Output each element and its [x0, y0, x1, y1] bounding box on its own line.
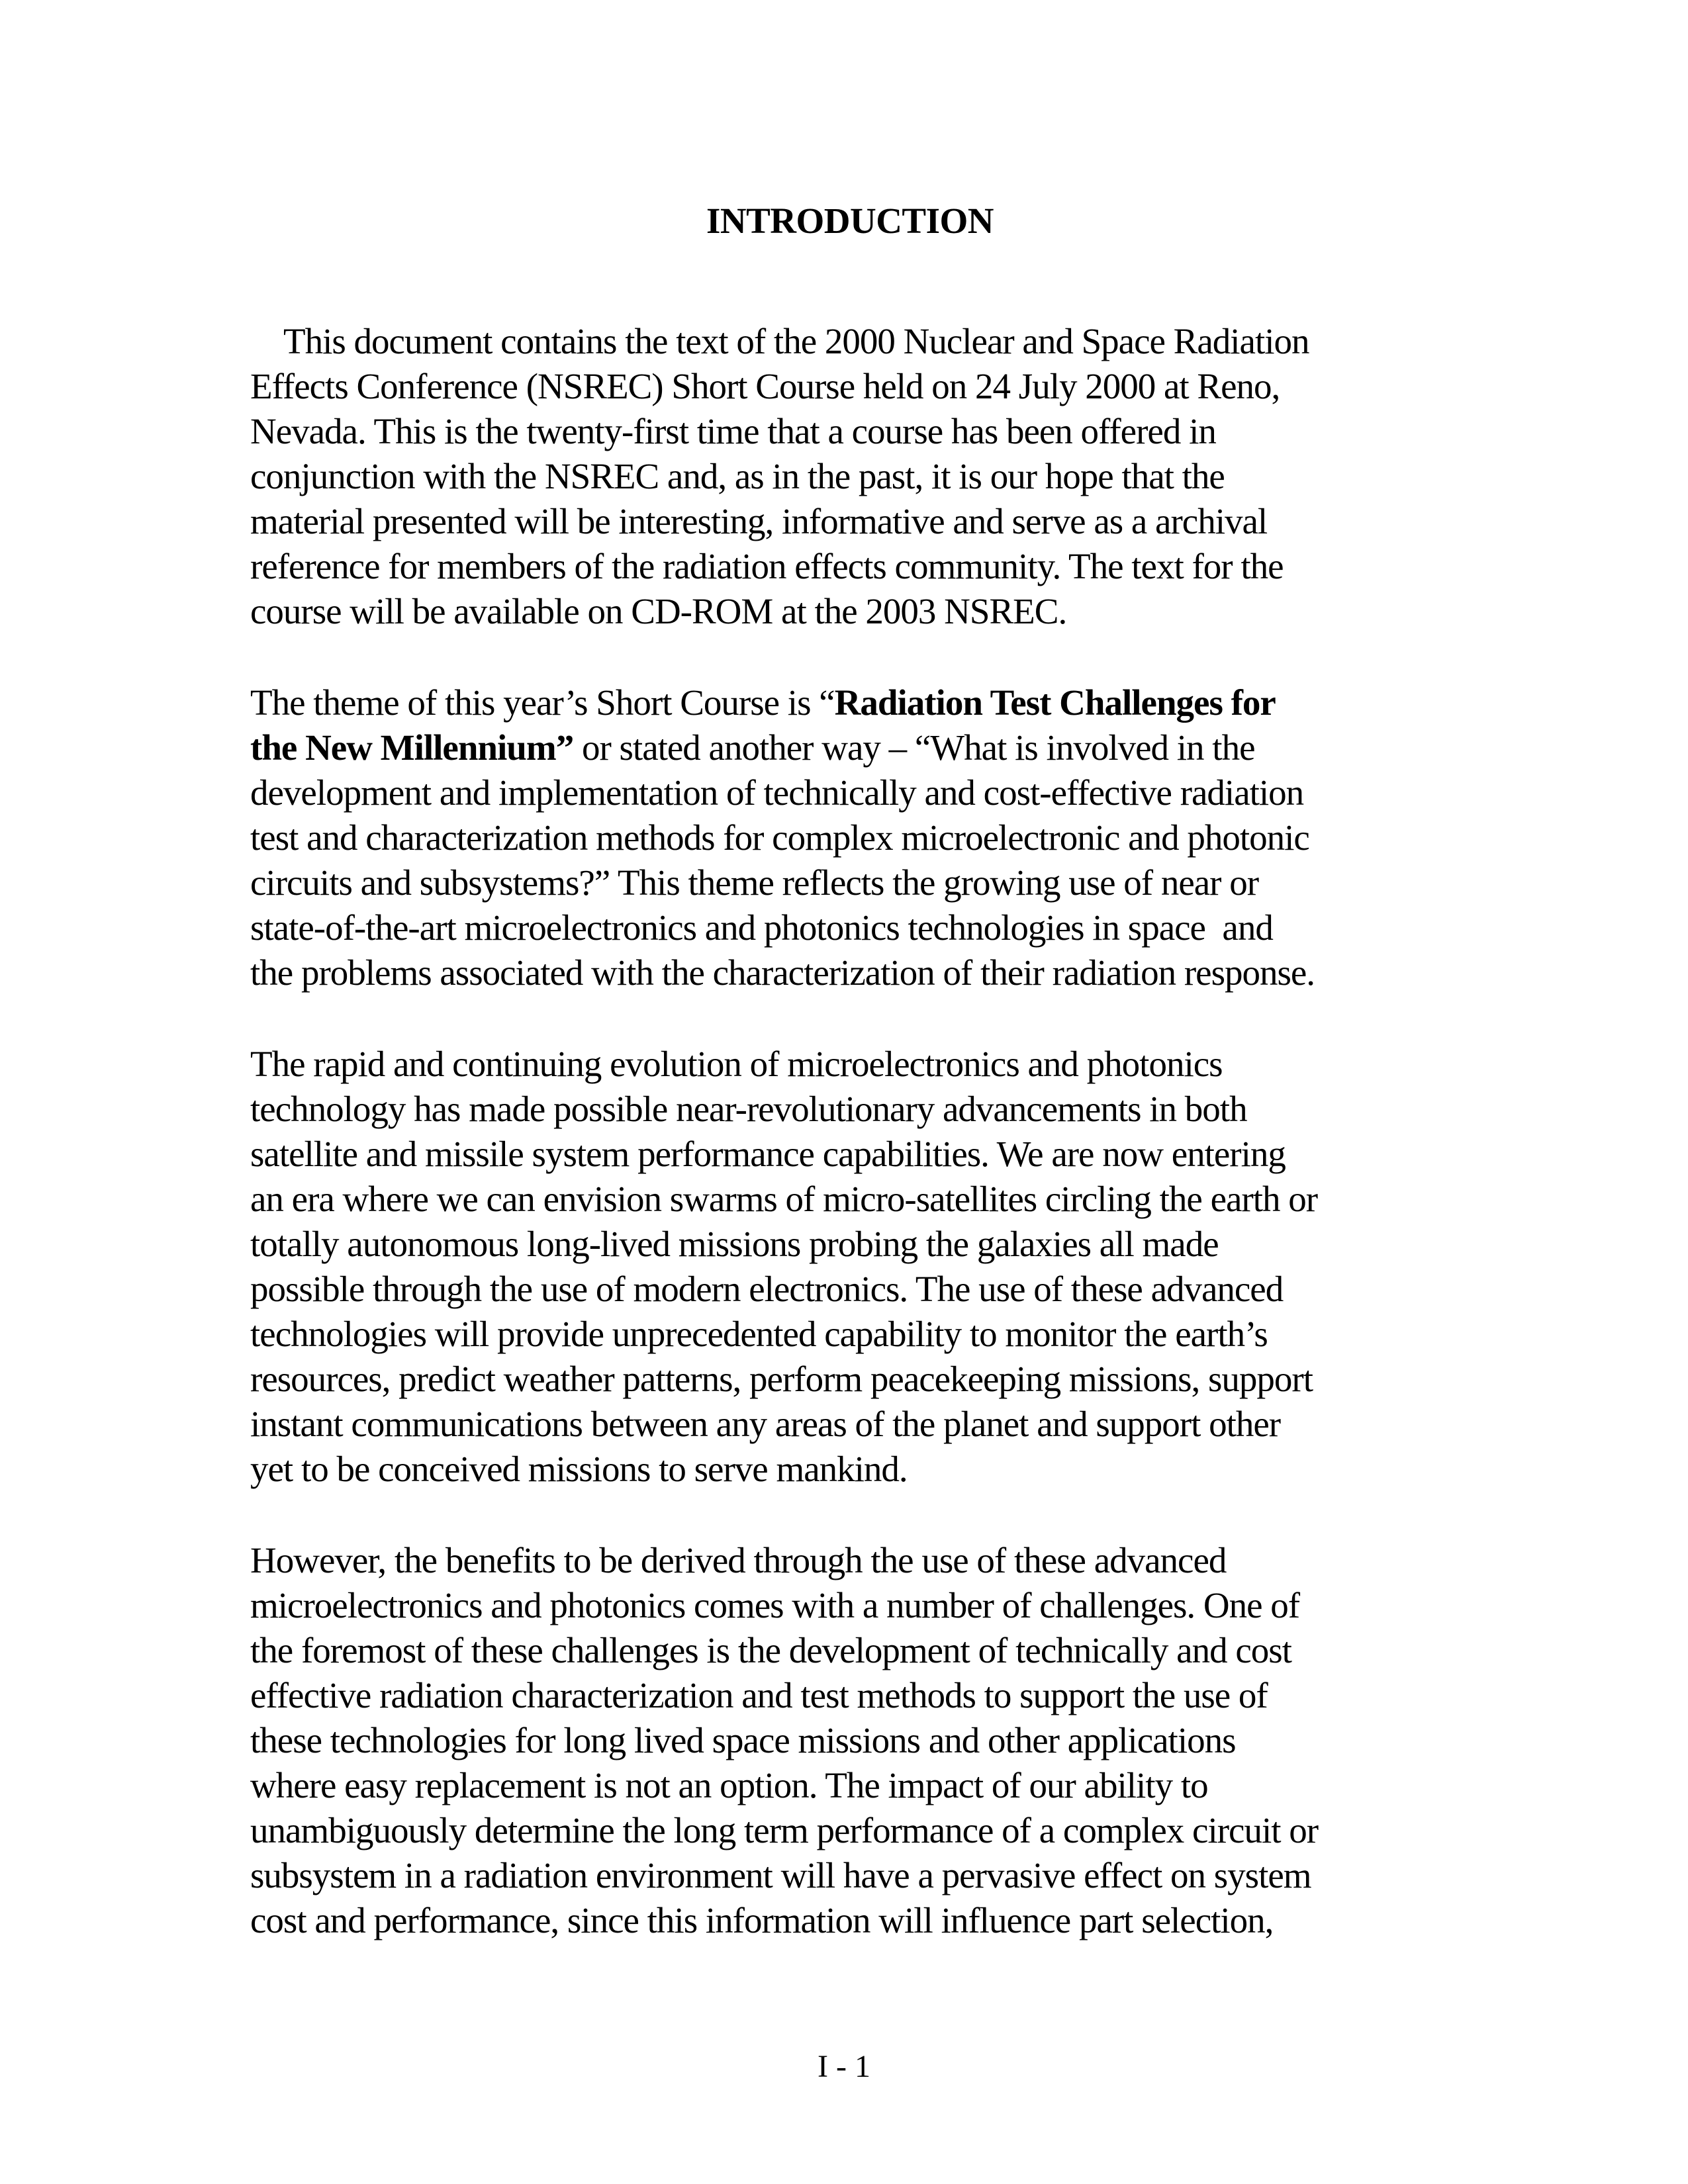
- body-text: satellite and missile system performance capabilities. We are now entering: [250, 1134, 1286, 1174]
- body-text: The rapid and continuing evolution of microelectronics and photonics: [250, 1044, 1223, 1084]
- body-text: yet to be conceived missions to serve mankind.: [250, 1449, 908, 1489]
- body-text: However, the benefits to be derived through the use of these advanced: [250, 1540, 1227, 1580]
- text-line: [250, 1312, 1450, 1357]
- body-text: an era where we can envision swarms of micro-satellites circling the earth or: [250, 1179, 1318, 1219]
- text-line: [250, 1357, 1450, 1402]
- text-line: [250, 815, 1450, 860]
- body-text: This document contains the text of the 2000 Nuclear and Space Radiation: [283, 321, 1309, 361]
- text-line: [250, 589, 1450, 634]
- bold-text: Radiation Test Challenges for: [834, 682, 1276, 723]
- body-text: Effects Conference (NSREC) Short Course held on 24 July 2000 at Reno,: [250, 366, 1280, 406]
- body-text: totally autonomous long-lived missions probing the galaxies all made: [250, 1224, 1219, 1264]
- body-text: material presented will be interesting, informative and serve as a archival: [250, 501, 1268, 541]
- body-text: reference for members of the radiation effects community. The text for the: [250, 546, 1284, 586]
- paragraph: [250, 319, 1450, 634]
- text-line: [250, 1267, 1450, 1312]
- text-line: [250, 950, 1450, 995]
- body-text: circuits and subsystems?” This theme reflects the growing use of near or: [250, 862, 1259, 903]
- text-line: [250, 1898, 1450, 1943]
- text-line: [250, 1447, 1450, 1492]
- text-line: [250, 1628, 1450, 1673]
- text-line: [250, 364, 1450, 409]
- text-line: [250, 1222, 1450, 1267]
- body-text: course will be available on CD-ROM at the 2003 NSREC.: [250, 591, 1067, 631]
- text-line: [250, 319, 1450, 364]
- body-text: unambiguously determine the long term performance of a complex circuit or: [250, 1810, 1319, 1850]
- body-text: The theme of this year’s Short Course is “: [250, 682, 835, 723]
- text-line: [250, 1853, 1450, 1898]
- text-line: [250, 1673, 1450, 1718]
- document-content: [250, 199, 1450, 1989]
- body-text: cost and performance, since this information will influence part selection,: [250, 1900, 1274, 1940]
- text-line: [250, 1402, 1450, 1447]
- body-text: technologies will provide unprecedented capability to monitor the earth’s: [250, 1314, 1268, 1354]
- text-line: [250, 725, 1450, 770]
- paragraph: [250, 1042, 1450, 1492]
- body-text: the problems associated with the characterization of their radiation response.: [250, 952, 1315, 993]
- text-line: [250, 1583, 1450, 1628]
- text-line: [250, 499, 1450, 544]
- body-text: technology has made possible near-revolutionary advancements in both: [250, 1089, 1247, 1129]
- text-line: [250, 1087, 1450, 1132]
- text-line: [250, 1718, 1450, 1763]
- body-text: subsystem in a radiation environment will have a pervasive effect on system: [250, 1855, 1311, 1895]
- body-text: instant communications between any areas of the planet and support other: [250, 1404, 1281, 1444]
- page-title: INTRODUCTION: [706, 201, 994, 241]
- page-number: I - 1: [818, 2049, 870, 2084]
- body-text: test and characterization methods for complex microelectronic and photonic: [250, 817, 1309, 858]
- paragraph: [250, 1538, 1450, 1943]
- body-text: the foremost of these challenges is the development of technically and cost: [250, 1630, 1291, 1670]
- body-text: development and implementation of technically and cost-effective radiation: [250, 772, 1304, 813]
- text-line: [250, 1042, 1450, 1087]
- body-text: where easy replacement is not an option. The impact of our ability to: [250, 1765, 1208, 1805]
- body-text: state-of-the-art microelectronics and photonics technologies in space and: [250, 907, 1273, 948]
- text-line: [250, 544, 1450, 589]
- body-text: Nevada. This is the twenty-first time that a course has been offered in: [250, 411, 1216, 451]
- bold-text: the New Millennium”: [250, 727, 574, 768]
- text-line: [250, 1177, 1450, 1222]
- text-line: [250, 1763, 1450, 1808]
- text-line: [250, 1808, 1450, 1853]
- paragraph: [250, 680, 1450, 995]
- body-text: effective radiation characterization and test methods to support the use of: [250, 1675, 1268, 1715]
- body-text: resources, predict weather patterns, perform peacekeeping missions, support: [250, 1359, 1313, 1399]
- text-line: [250, 770, 1450, 815]
- text-line: [250, 1132, 1450, 1177]
- text-line: [250, 680, 1450, 725]
- text-line: [250, 905, 1450, 950]
- body-text: these technologies for long lived space missions and other applications: [250, 1720, 1236, 1760]
- text-line: [250, 409, 1450, 454]
- body-text: possible through the use of modern electronics. The use of these advanced: [250, 1269, 1284, 1309]
- body-text: microelectronics and photonics comes with a number of challenges. One of: [250, 1585, 1300, 1625]
- document-body: [250, 319, 1450, 1943]
- text-line: [250, 1538, 1450, 1583]
- text-line: [250, 860, 1450, 905]
- body-text: conjunction with the NSREC and, as in the past, it is our hope that the: [250, 456, 1225, 496]
- text-line: [250, 454, 1450, 499]
- body-text: or stated another way – “What is involved in the: [573, 727, 1255, 768]
